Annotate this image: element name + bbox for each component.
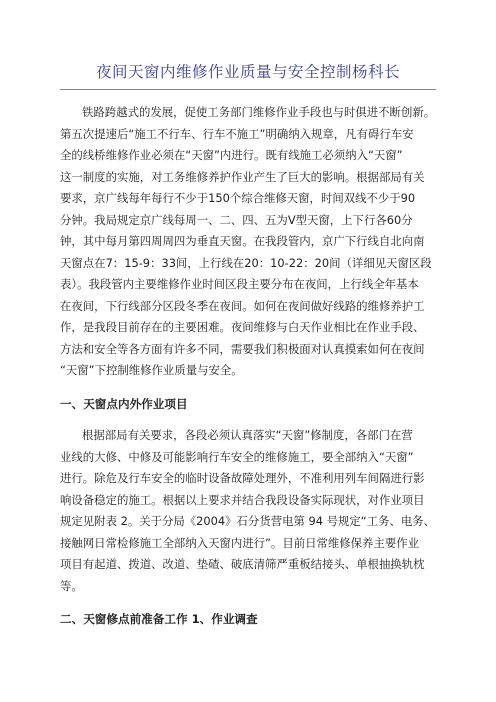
section-1-line: 接触网日常检修施工全部纳入天窗内进行”。目前日常维修保养主要作业: [60, 535, 420, 550]
document-title: 夜间天窗内维修作业质量与安全控制杨科长: [60, 60, 436, 90]
intro-line: “天窗”下控制维修作业质量与安全。: [60, 363, 243, 377]
intro-line: 表）。我段管内主要维修作业时间区段主要分布在夜间，上行线全年基本: [60, 277, 419, 291]
intro-line: 要求，京广线每年每行不少于150个综合维修天窗，时间双线不少于90: [60, 191, 416, 205]
intro-paragraph: [60, 102, 436, 382]
section-1-line: 等。: [60, 578, 83, 593]
section-1-line: 响设备稳定的施工。根据以上要求并结合我段设备实际现状，对作业项目: [60, 492, 425, 507]
section-1-line: 项目有起道、拨道、改道、垫碴、破底清筛严重板结接头、单根抽换轨枕: [60, 557, 425, 571]
section-1-line: 进行。除危及行车安全的临时设备故障处理外，不准利用列车间隔进行影: [60, 471, 425, 485]
intro-line: 铁路跨越式的发展，促使工务部门维修作业手段也与时俱进不断创新。: [82, 105, 436, 119]
intro-line: 这一制度的实施，对工务维修养护作业产生了巨大的影响。根据部局有关: [60, 169, 425, 184]
section-1-line: 规定见附表 2。关于分局《2004》石分货营电第 94 号规定“工务、电务、: [60, 514, 436, 528]
intro-line: 钟，其中每月第四周周四为垂直天窗。在我段管内，京广下行线自北向南: [60, 234, 425, 248]
section-1-paragraph: [60, 425, 436, 597]
section-1-line: 根据部局有关要求，各段必须认真落实“天窗”修制度，各部门在营: [82, 428, 413, 442]
section-1-line: 业线的大修、中修及可能影响行车安全的维修施工，要全部纳入“天窗”: [60, 449, 414, 464]
intro-line: 在夜间，下行线部分区段冬季在夜间。如何在夜间做好线路的维修养护工: [60, 298, 425, 313]
intro-line: 作，是我段目前存在的主要困难。夜间维修与白天作业相比在作业手段、: [60, 320, 425, 334]
section-2-heading: 二、天窗修点前准备工作 1、作业调查: [60, 612, 258, 626]
section-1-heading: 一、天窗点内外作业项目: [60, 396, 188, 411]
intro-line: 第五次提速后“施工不行车、行车不施工”明确纳入规章，凡有碍行车安: [60, 126, 414, 141]
intro-line: 天窗点在7：15-9：33间，上行线在20：10-22：20间（详细见天窗区段: [60, 255, 432, 270]
intro-line: 分钟。我局规定京广线每周一、二、四、五为V型天窗，上下行各60分: [60, 212, 413, 227]
intro-line: 方法和安全等各方面有许多不同，需要我们积极面对认真摸索如何在夜间: [60, 341, 425, 356]
intro-line: 全的线桥维修作业必须在“天窗”内进行。既有线施工必须纳入“天窗”: [60, 148, 403, 162]
